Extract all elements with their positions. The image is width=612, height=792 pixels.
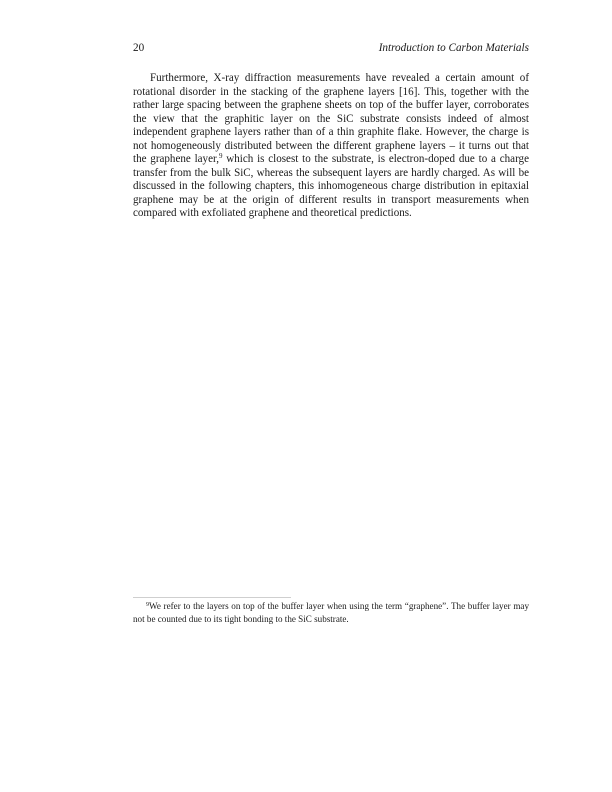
page-header [133,42,529,58]
footnote-reference: 9 [218,152,223,161]
paragraph-text-part1: Furthermore, X-ray diffraction measurements have revealed a certain amount of rotational disorder in the stacking of the graphene layers [16]. This, together with the rather large spacing between the graphene sheets on top of the buffer layer, corroborates the view that the graphitic layer on the SiC substrate consists indeed of almost independent graphene layers rather than of a thin graphite flake. However, the charge is not homogeneously distributed between the different graphene layers – it turns out that the graphene layer, [133,72,529,166]
body-paragraph [133,72,529,221]
running-title: Introduction to Carbon Materials [378,42,529,54]
footnote-paragraph [133,600,529,626]
footnote [133,600,529,626]
paragraph-text-part2: which is closest to the substrate, is electron-doped due to a charge transfer from the bulk SiC, whereas the subsequent layers are hardly charged. As will be discussed in the following chapters, this inhomogeneous charge distribution in epitaxial graphene may be at the origin of different results in transport measurements when compared with exfoliated graphene and theoretical predictions. [133,153,529,220]
main-body [133,72,529,221]
page-number: 20 [133,42,145,54]
footnote-text: We refer to the layers on top of the buffer layer when using the term “graphene”. The buffer layer may not be counted due to its tight bonding to the SiC substrate. [133,601,529,624]
footnote-divider [133,597,291,598]
footnote-marker: 9 [146,602,149,608]
